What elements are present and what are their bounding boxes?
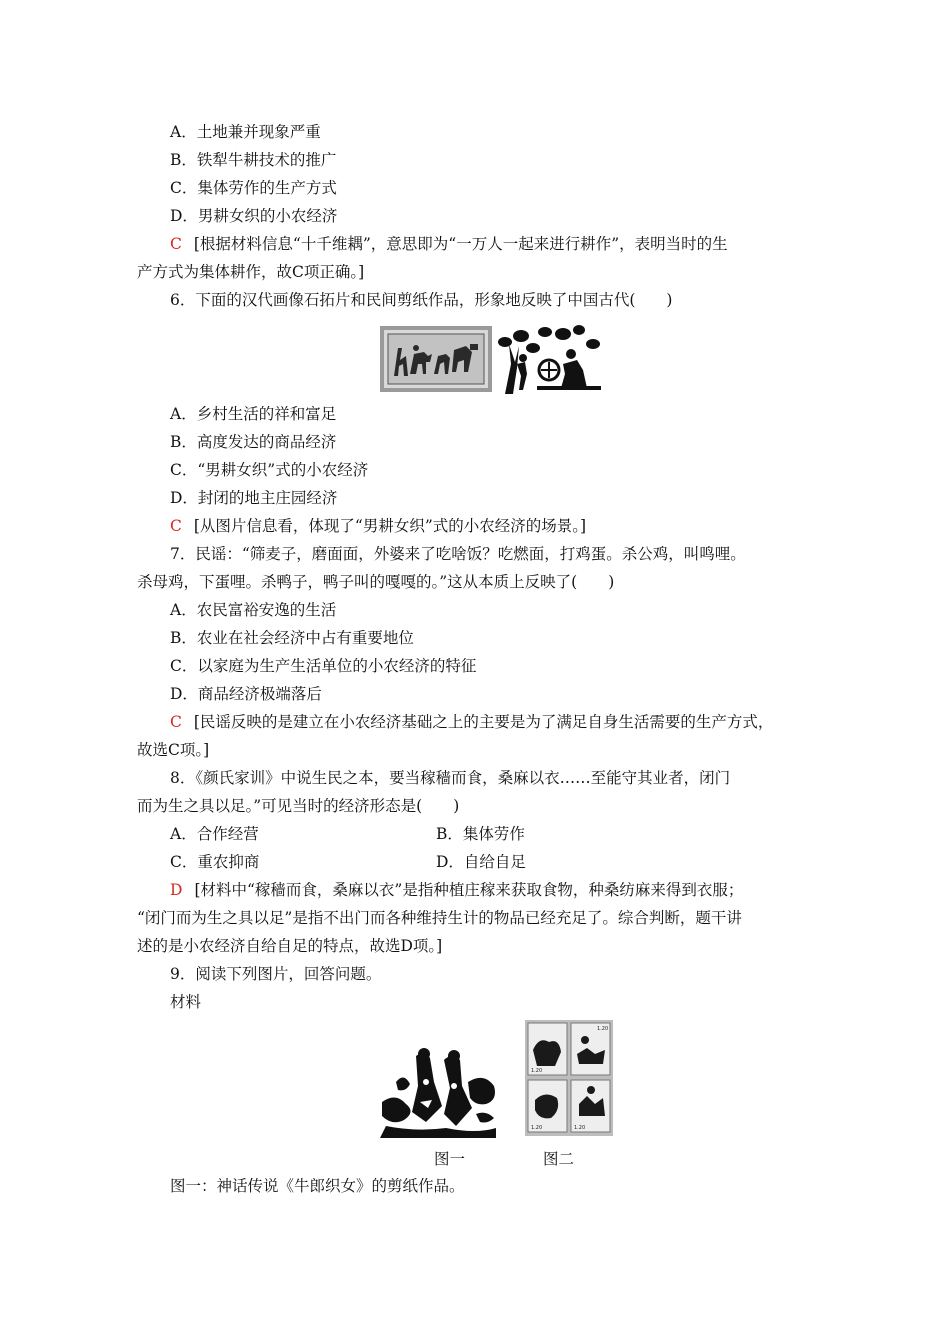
q8-option-b: B．集体劳作 — [436, 825, 525, 843]
stamp-value-3: 1.20 — [531, 1125, 543, 1131]
q8-option-a: A．合作经营 — [170, 825, 259, 843]
cowherd-weaver-paper-cut-image — [376, 1042, 500, 1138]
q8-explanation: D [材料中“稼穑而食，桑麻以衣”是指种植庄稼来获取食物，种桑纺麻来得到衣服； — [170, 881, 744, 899]
q6-option-a: A．乡村生活的祥和富足 — [170, 405, 337, 423]
q6-option-c: C．“男耕女织”式的小农经济 — [170, 461, 369, 479]
q8-option-c: C．重农抑商 — [170, 853, 260, 871]
q6-option-d: D．封闭的地主庄园经济 — [170, 489, 338, 507]
q8-explanation-cont2: 述的是小农经济自给自足的特点，故选D项。] — [137, 937, 443, 955]
q5-answer-letter: C — [170, 235, 182, 253]
q6-option-b: B．高度发达的商品经济 — [170, 433, 337, 451]
q8-stem-cont: 而为生之具以足。”可见当时的经济形态是( ) — [137, 797, 460, 815]
fig1-caption: 图一 — [434, 1150, 466, 1168]
q7-answer-letter: C — [170, 713, 182, 731]
fig1-note: 图一：神话传说《牛郎织女》的剪纸作品。 — [170, 1177, 465, 1195]
q5-option-c: C．集体劳作的生产方式 — [170, 179, 337, 197]
stamp-value-2: 1.20 — [597, 1026, 609, 1032]
q7-option-a: A．农民富裕安逸的生活 — [170, 601, 337, 619]
q7-explanation-cont: 故选C项。] — [137, 741, 210, 759]
stamp-sheet-image — [525, 1020, 613, 1136]
q7-option-c: C．以家庭为生产生活单位的小农经济的特征 — [170, 657, 477, 675]
folk-paper-cut-image — [497, 324, 601, 394]
q7-option-b: B．农业在社会经济中占有重要地位 — [170, 629, 414, 647]
q5-option-b: B．铁犁牛耕技术的推广 — [170, 151, 337, 169]
q8-explanation-cont: “闭门而为生之具以足”是指不出门而各种维持生计的物品已经充足了。综合判断，题干讲 — [137, 909, 742, 927]
q8-option-d: D．自给自足 — [436, 853, 526, 871]
q6-explanation: C [从图片信息看，体现了“男耕女织”式的小农经济的场景。] — [170, 517, 587, 535]
q9-stem: 9．阅读下列图片，回答问题。 — [170, 965, 382, 983]
fig2-caption: 图二 — [543, 1150, 575, 1168]
q5-explanation: C [根据材料信息“十千维耦”，意思即为“一万人一起来进行耕作”，表明当时的生 — [170, 235, 728, 253]
q8-answer-letter: D — [170, 881, 183, 899]
q5-option-d: D．男耕女织的小农经济 — [170, 207, 338, 225]
stamp-value-4: 1.20 — [574, 1125, 586, 1131]
q7-stem: 7．民谣：“筛麦子，磨面面，外婆来了吃啥饭？吃燃面，打鸡蛋。杀公鸡，叫鸣哩。 — [170, 545, 746, 563]
stamp-value-1: 1.20 — [531, 1068, 543, 1074]
q5-option-a: A．土地兼并现象严重 — [170, 123, 321, 141]
q8-stem: 8．《颜氏家训》中说生民之本，要当稼穑而食，桑麻以衣……至能守其业者，闭门 — [170, 769, 731, 787]
q7-stem-cont: 杀母鸡，下蛋哩。杀鸭子，鸭子叫的嘎嘎的。”这从本质上反映了( ) — [137, 573, 615, 591]
q6-stem: 6．下面的汉代画像石拓片和民间剪纸作品，形象地反映了中国古代( ) — [170, 291, 673, 309]
q7-explanation: C [民谣反映的是建立在小农经济基础之上的主要是为了满足自身生活需要的生产方式， — [170, 713, 774, 731]
q9-material-label: 材料 — [170, 993, 202, 1011]
han-stone-rubbing-image — [380, 326, 492, 392]
q6-answer-letter: C — [170, 517, 182, 535]
q5-explanation-cont: 产方式为集体耕作，故C项正确。] — [137, 263, 365, 281]
q7-option-d: D．商品经济极端落后 — [170, 685, 322, 703]
